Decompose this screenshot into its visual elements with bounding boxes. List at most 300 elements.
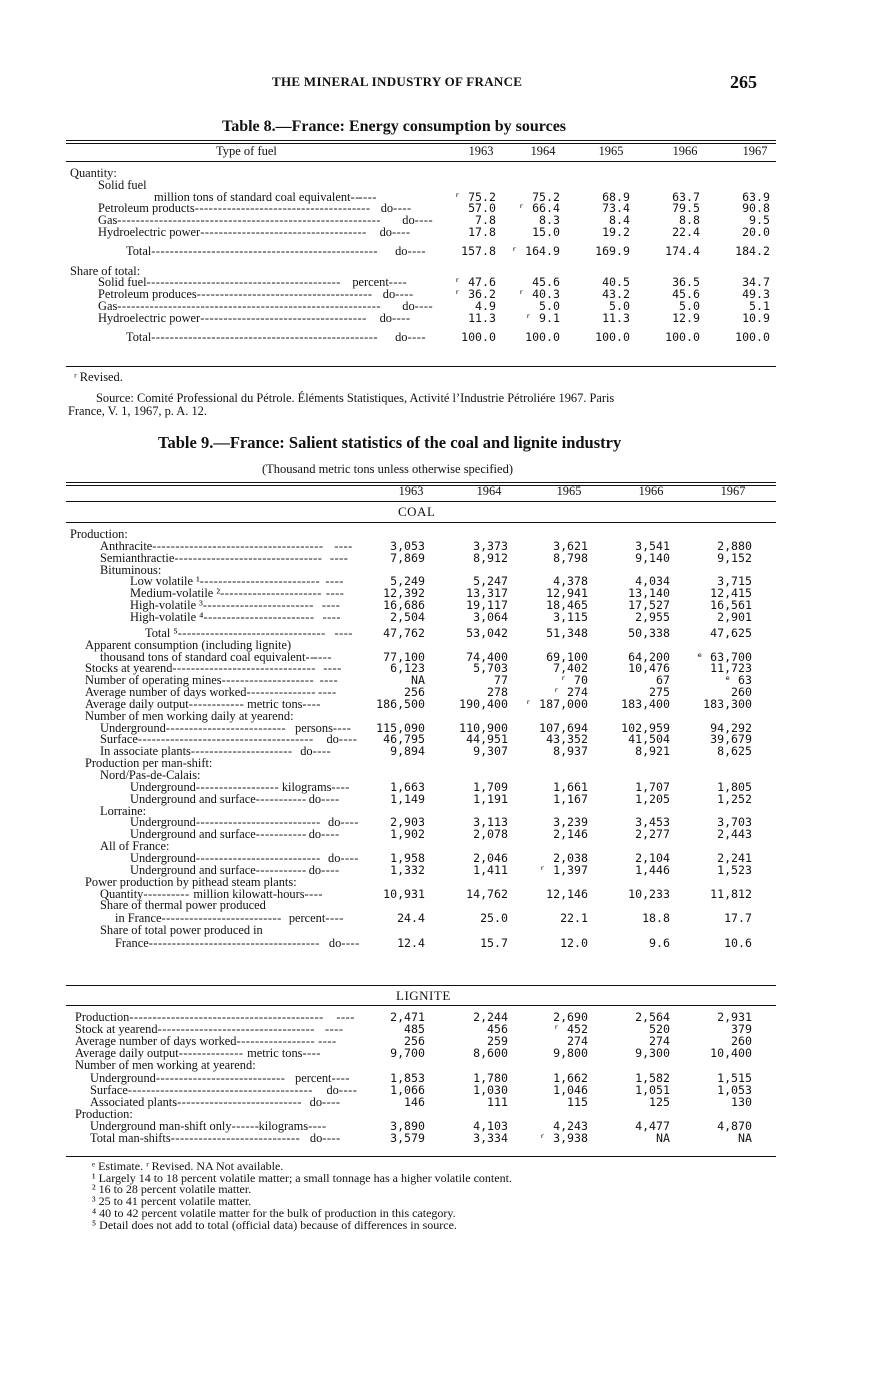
table-cell: 8.3: [539, 213, 560, 228]
table-cell: ʳ 452: [553, 1022, 588, 1037]
leader-dots-tail: ----: [414, 299, 434, 313]
table-cell: 7,869: [390, 550, 425, 565]
leader-dots: ---------------------------: [195, 815, 321, 830]
table-cell: 20.0: [742, 225, 770, 239]
table-cell: 256: [404, 1034, 425, 1049]
leader-dots-tail: ----: [331, 779, 350, 794]
row-unit: do: [379, 225, 392, 239]
table-cell: 2,690: [553, 1010, 588, 1024]
table-cell: ʳ 274: [553, 685, 588, 700]
table-cell: 111: [487, 1094, 508, 1109]
leader-dots-tail: ----: [322, 1131, 341, 1145]
table-cell: 74,400: [466, 649, 508, 664]
row-label-text: Underground: [130, 850, 196, 865]
table-cell: 53,042: [466, 625, 508, 640]
table-row-label: [130, 611, 341, 623]
table-cell: 2,244: [473, 1010, 508, 1024]
table-cell: 43.2: [602, 287, 630, 302]
row-label-text: Underground: [90, 1070, 156, 1085]
leader-dots: -----------------: [236, 1034, 316, 1049]
leader-dots: --------------------------------------: [194, 201, 371, 216]
footnote-line: ² 16 to 28 percent volatile matter.: [92, 1182, 252, 1197]
table-cell: 275: [649, 685, 670, 700]
table-cell: 2,241: [717, 850, 752, 865]
table-cell: 12.4: [397, 935, 425, 950]
row-label-text: Hydroelectric power: [98, 225, 201, 239]
leader-dots: -----------: [255, 827, 307, 842]
table-cell: 45.6: [672, 287, 700, 302]
row-label-text: Nord/Pas-de-Calais:: [100, 768, 201, 782]
row-label-text: Total ⁵: [145, 625, 178, 640]
table-cell: 5.0: [609, 299, 630, 313]
table-cell: 9,700: [390, 1046, 425, 1061]
table-cell: 43,352: [546, 732, 588, 747]
row-label-text: Quantity: [100, 886, 144, 901]
table-cell: 6,123: [390, 661, 425, 676]
leader-dots-tail: ----: [323, 661, 342, 676]
leader-dots-tail: ----: [319, 673, 339, 688]
row-unit: metric tons: [247, 696, 303, 711]
table-row-label: [126, 245, 425, 257]
table-cell: 15.7: [480, 935, 508, 950]
table-cell: 69,100: [546, 649, 588, 664]
table-cell: 25.0: [480, 911, 508, 926]
row-label-text: Solid fuel: [98, 177, 147, 192]
table-cell: 1,958: [390, 850, 425, 865]
table-cell: 520: [649, 1022, 670, 1037]
table-cell: 1,523: [717, 862, 752, 877]
table-cell: 2,955: [635, 609, 670, 624]
year-header-1: 1964: [530, 144, 556, 158]
table-cell: 3,053: [390, 538, 425, 553]
row-unit: do: [395, 244, 408, 259]
row-label-text: Bituminous:: [100, 562, 162, 577]
table-cell: 1,332: [390, 862, 425, 877]
table-cell: 2,931: [717, 1010, 752, 1024]
table-cell: 1,030: [473, 1082, 508, 1097]
row-unit: kilograms: [258, 1118, 309, 1133]
table-cell: 256: [404, 685, 425, 700]
table-cell: 1,661: [553, 779, 588, 794]
leader-dots: ------------: [188, 696, 245, 711]
table-cell: ʳ 187,000: [525, 696, 588, 711]
table-row-label: [98, 312, 410, 324]
row-label-text: Number of men working daily at yearend:: [85, 708, 294, 723]
leader-dots-tail: ----: [334, 538, 353, 553]
table-cell: 157.8: [461, 244, 496, 259]
table-cell: 1,053: [717, 1082, 752, 1097]
row-label-text: Underground and surface: [130, 827, 256, 842]
table8-bottom-rule: [66, 366, 776, 367]
table-cell: 100.0: [735, 330, 770, 345]
table-cell: 2,564: [635, 1010, 670, 1024]
row-unit: do: [309, 1094, 323, 1109]
table-cell: 36.5: [672, 275, 700, 290]
leader-dots-tail: ----: [325, 574, 344, 589]
table-cell: 2,903: [390, 815, 425, 830]
leader-dots-tail: ----: [322, 609, 342, 624]
row-unit: do: [308, 827, 322, 842]
table9-header-rule: [66, 501, 776, 502]
row-label-text: Production:: [75, 1106, 133, 1121]
row-label-text: High-volatile ⁴: [130, 609, 204, 624]
leader-dots-tail: ----: [325, 586, 345, 601]
leader-dots-tail: ----: [324, 1022, 344, 1037]
table-cell: 10.9: [742, 310, 770, 325]
leader-dots-tail: ----: [336, 1010, 355, 1024]
table-cell: 50,338: [628, 625, 670, 640]
leader-dots: ------------------: [195, 779, 280, 794]
table-cell: 39,679: [710, 732, 752, 747]
table-cell: 1,446: [635, 862, 670, 877]
table-row-label: [100, 899, 266, 911]
leader-dots: ----------------------------: [170, 1131, 301, 1145]
table-cell: 5,703: [473, 661, 508, 676]
table-cell: 4,477: [635, 1118, 670, 1133]
leader-dots: ----------------------: [190, 744, 293, 759]
table-cell: 5,249: [390, 574, 425, 589]
row-unit: do: [379, 310, 392, 325]
leader-dots: --------------: [178, 1046, 244, 1061]
row-unit: do: [395, 330, 408, 345]
row-label-text: Underground and surface: [130, 862, 256, 877]
table-cell: 10,476: [628, 661, 670, 676]
row-unit: percent: [295, 1070, 332, 1085]
year-header-0: 1963: [398, 484, 424, 498]
table-row-label: [98, 226, 410, 238]
table9-bottom-rule: [66, 1156, 776, 1157]
table-cell: 24.4: [397, 911, 425, 926]
leader-dots: ------------------------------------: [200, 310, 367, 325]
leader-dots: -----------: [255, 791, 307, 806]
table-cell: 274: [649, 1034, 670, 1049]
leader-dots: ----------: [143, 886, 190, 901]
leader-dots-tail: ----: [407, 244, 426, 259]
leader-dots: --: [305, 649, 315, 664]
footnote-line: ¹ Largely 14 to 18 percent volatile matter; a small tonnage has a higher volatile content.: [92, 1170, 512, 1185]
table-cell: 3,541: [635, 538, 670, 553]
row-unit: do: [328, 935, 342, 950]
table-cell: 63.9: [742, 189, 770, 204]
table-cell: 186,500: [376, 696, 425, 711]
table9-subtitle: (Thousand metric tons unless otherwise specified): [262, 462, 513, 476]
leader-dots-tail: ----: [325, 911, 344, 926]
table-cell: ʳ 9.1: [525, 310, 560, 325]
row-label-text: Total: [126, 330, 152, 345]
table-cell: 260: [731, 685, 752, 700]
leader-dots-tail: ----: [358, 189, 377, 204]
row-label-text: Share of total:: [70, 263, 141, 278]
leader-dots: -------------------------------------------------: [151, 330, 378, 345]
row-label-text: Anthracite: [100, 538, 153, 553]
table-cell: 2,277: [635, 827, 670, 842]
table-cell: 94,292: [710, 720, 752, 735]
leader-dots: ---------------------------: [177, 1094, 302, 1109]
row-unit: percent: [352, 275, 389, 290]
footnote-line: ⁴ 40 to 42 percent volatile matter for the bulk of production in this category.: [92, 1205, 456, 1220]
table-cell: 8,625: [717, 744, 752, 759]
table-cell: 5,247: [473, 574, 508, 589]
table-cell: 17.8: [468, 225, 496, 239]
row-label-text: Gas: [98, 299, 118, 313]
row-label-text: Number of men working at yearend:: [75, 1058, 256, 1073]
table-cell: 3,115: [553, 609, 588, 624]
table-cell: 3,113: [473, 815, 508, 830]
table-cell: 47,625: [710, 625, 752, 640]
leader-dots: ---------------: [246, 685, 316, 700]
table-cell: 107,694: [539, 720, 588, 735]
table-cell: 2,078: [473, 827, 508, 842]
leader-dots: ---------------------------------------------------------: [117, 299, 381, 313]
table-cell: 3,703: [717, 815, 752, 830]
leader-dots: --------------------: [221, 673, 315, 688]
leader-dots: --------------------------------: [177, 625, 326, 640]
table-cell: 79.5: [672, 201, 700, 216]
table-cell: 22.1: [560, 911, 588, 926]
leader-dots-tail: ----: [388, 275, 408, 290]
table-cell: 2,504: [390, 609, 425, 624]
row-unit: percent: [288, 911, 326, 926]
table-cell: 130: [731, 1094, 752, 1109]
table-cell: 1,662: [553, 1070, 588, 1085]
table8-footnote: ʳ Revised.: [74, 370, 123, 384]
year-header-3: 1966: [672, 144, 698, 158]
leader-dots-tail: ----: [329, 550, 349, 565]
table-cell: 4,243: [553, 1118, 588, 1133]
table8-title: Table 8.—France: Energy consumption by sources: [222, 118, 567, 135]
coal-section-rule: [66, 522, 776, 523]
table-cell: 1,149: [390, 791, 425, 806]
leader-dots: ----------------------------------------: [127, 1082, 313, 1097]
year-header-2: 1965: [556, 484, 582, 498]
table-cell: 1,805: [717, 779, 752, 794]
table-cell: 12.0: [560, 935, 588, 950]
row-label-text: Petroleum products: [98, 201, 195, 216]
table-cell: 4,378: [553, 574, 588, 589]
row-unit: do: [308, 862, 322, 877]
table-cell: 1,191: [473, 791, 508, 806]
row-label-text: Surface: [100, 732, 138, 747]
table-cell: 1,853: [390, 1070, 425, 1085]
table-cell: 8.8: [679, 213, 700, 228]
table-cell: 3,239: [553, 815, 588, 830]
table-cell: 11,723: [710, 661, 752, 676]
leader-dots-tail: ----: [313, 649, 332, 664]
table-cell: 16,686: [383, 598, 425, 613]
table-cell: 51,348: [546, 625, 588, 640]
table-cell: 115: [567, 1094, 588, 1109]
page-number: 265: [730, 72, 757, 92]
table-cell: 10,400: [710, 1046, 752, 1061]
table-cell: 9,800: [553, 1046, 588, 1061]
leader-dots: ----------------------: [220, 586, 322, 601]
table-cell: 9,894: [390, 744, 425, 759]
table-cell: 169.9: [595, 244, 630, 259]
row-label-text: Hydroelectric power: [98, 310, 201, 325]
table-cell: 1,902: [390, 827, 425, 842]
table-cell: 63.7: [672, 189, 700, 204]
leader-dots: --------------------------: [165, 720, 287, 735]
leader-dots-tail: ----: [318, 685, 337, 700]
year-header-0: 1963: [468, 144, 494, 158]
table-cell: 2,471: [390, 1010, 425, 1024]
table-cell: 10,233: [628, 886, 670, 901]
row-label-text: Average number of days worked: [75, 1034, 237, 1049]
table-cell: 11.3: [468, 310, 496, 325]
row-label-text: Surface: [90, 1082, 128, 1097]
table-cell: 3,064: [473, 609, 508, 624]
table-cell: 1,780: [473, 1070, 508, 1085]
row-label-text: Share of total power produced in: [100, 923, 263, 938]
table-cell: 19.2: [602, 225, 630, 239]
row-label-text: Total: [126, 244, 152, 259]
table-row-label: [90, 1132, 340, 1144]
table-cell: 9,307: [473, 744, 508, 759]
table-cell: 9.5: [749, 213, 770, 228]
table-cell: 11,812: [710, 886, 752, 901]
lignite-section-label: LIGNITE: [396, 988, 451, 1003]
row-label-text: Share of thermal power produced: [100, 898, 266, 913]
table-cell: 4.9: [475, 299, 496, 313]
leader-dots-tail: ----: [340, 815, 359, 830]
table-cell: 14,762: [466, 886, 508, 901]
table-cell: 1,205: [635, 791, 670, 806]
year-header-4: 1967: [742, 144, 768, 158]
row-label-text: Total man-shifts: [90, 1131, 171, 1145]
table-cell: 9,140: [635, 550, 670, 565]
table-cell: 75.2: [532, 189, 560, 204]
row-unit: million kilowatt-hours: [193, 886, 305, 901]
row-unit: do: [328, 850, 341, 865]
table-cell: 41,504: [628, 732, 670, 747]
row-unit: do: [382, 287, 396, 302]
table-cell: 11.3: [602, 310, 630, 325]
leader-dots-tail: ----: [395, 287, 414, 302]
table-cell: 16,561: [710, 598, 752, 613]
row-unit: do: [402, 213, 415, 228]
row-label-text: Underground: [130, 815, 196, 830]
table-cell: ʳ 1,397: [539, 862, 588, 877]
table-cell: 1,582: [635, 1070, 670, 1085]
year-header-2: 1965: [598, 144, 624, 158]
row-unit: do: [380, 201, 394, 216]
table-cell: 1,707: [635, 779, 670, 794]
leader-dots-tail: ----: [338, 1082, 358, 1097]
leader-dots: --------------------------------------: [196, 287, 373, 302]
row-label-text: Solid fuel: [98, 275, 147, 290]
year-header-3: 1966: [638, 484, 664, 498]
lignite-section-rule: [66, 1005, 776, 1006]
table-cell: 13,317: [466, 586, 508, 601]
table-cell: 18,465: [546, 598, 588, 613]
table-cell: 40.5: [602, 275, 630, 290]
table-cell: 44,951: [466, 732, 508, 747]
table-cell: 8,912: [473, 550, 508, 565]
table-cell: NA: [738, 1131, 752, 1145]
row-unit: kilograms: [281, 779, 332, 794]
row-label-text: Gas: [98, 213, 118, 228]
leader-dots: -----------: [255, 862, 307, 877]
table-cell: ʳ 70: [560, 673, 588, 688]
table-cell: ᵉ 63: [724, 673, 752, 688]
leader-dots: -------------------------------------------------: [151, 244, 378, 259]
table-cell: 3,579: [390, 1131, 425, 1145]
table-cell: 2,038: [553, 850, 588, 865]
leader-dots-tail: ----: [318, 1034, 337, 1049]
row-unit: do: [328, 815, 341, 830]
table-cell: 12,415: [710, 586, 752, 601]
row-unit: do: [309, 1131, 323, 1145]
table-cell: 64,200: [628, 649, 670, 664]
footnote-line: ³ 25 to 41 percent volatile matter.: [92, 1194, 252, 1209]
leader-dots: ------: [231, 1118, 260, 1133]
table-cell: 110,900: [459, 720, 508, 735]
row-label-text: thousand tons of standard coal equivalent: [100, 649, 306, 664]
table-row-label: [130, 793, 339, 805]
table-cell: NA: [656, 1131, 670, 1145]
table-cell: 9.6: [649, 935, 670, 950]
table-cell: 17.7: [724, 911, 752, 926]
table-cell: 17,527: [628, 598, 670, 613]
leader-dots-tail: ----: [407, 330, 426, 345]
row-label-text: All of France:: [100, 839, 170, 854]
leader-dots-tail: ----: [321, 862, 340, 877]
table-cell: 183,300: [703, 696, 752, 711]
table-cell: 90.8: [742, 201, 770, 216]
row-label-text: in France: [115, 911, 162, 926]
leader-dots-tail: ----: [304, 886, 324, 901]
row-unit: do: [300, 744, 313, 759]
table-cell: 184.2: [735, 244, 770, 259]
table-cell: 67: [656, 673, 670, 688]
table-cell: ʳ 36.2: [454, 287, 496, 302]
table8-header-rule: [66, 161, 776, 162]
footnote-line: ⁵ Detail does not add to total (official data) because of differences in source.: [92, 1217, 457, 1232]
table-cell: 10,931: [383, 886, 425, 901]
table-cell: 3,334: [473, 1131, 508, 1145]
leader-dots: ------------------------------------: [200, 225, 367, 239]
row-unit: do: [402, 299, 415, 313]
row-label-text: Underground: [130, 779, 196, 794]
table-cell: 1,046: [553, 1082, 588, 1097]
row-unit: persons: [295, 720, 333, 735]
row-label-text: Production: [75, 1010, 130, 1024]
table-cell: 45.6: [532, 275, 560, 290]
table-cell: 1,663: [390, 779, 425, 794]
table8-type-header: Type of fuel: [216, 144, 277, 158]
table-cell: 9,152: [717, 550, 752, 565]
table-cell: 3,715: [717, 574, 752, 589]
table-cell: 2,104: [635, 850, 670, 865]
footnote-line: ᵉ Estimate. ʳ Revised. NA Not available.: [92, 1159, 284, 1173]
table-cell: 68.9: [602, 189, 630, 204]
table-cell: 2,046: [473, 850, 508, 865]
leader-dots: -------------------------------: [172, 661, 316, 676]
row-unit: do: [308, 791, 322, 806]
leader-dots-tail: ----: [302, 696, 321, 711]
row-label-text: Quantity:: [70, 166, 117, 180]
table-cell: 274: [567, 1034, 588, 1049]
row-label-text: Underground and surface: [130, 791, 256, 806]
table-cell: 1,167: [553, 791, 588, 806]
table-cell: 8,921: [635, 744, 670, 759]
table-cell: 5.0: [679, 299, 700, 313]
table-cell: 47,762: [383, 625, 425, 640]
leader-dots: --------------------------------------: [137, 732, 314, 747]
table-cell: 1,709: [473, 779, 508, 794]
row-label-text: Underground man-shift only: [90, 1118, 232, 1133]
leader-dots: ------------------------------------------: [146, 275, 341, 290]
